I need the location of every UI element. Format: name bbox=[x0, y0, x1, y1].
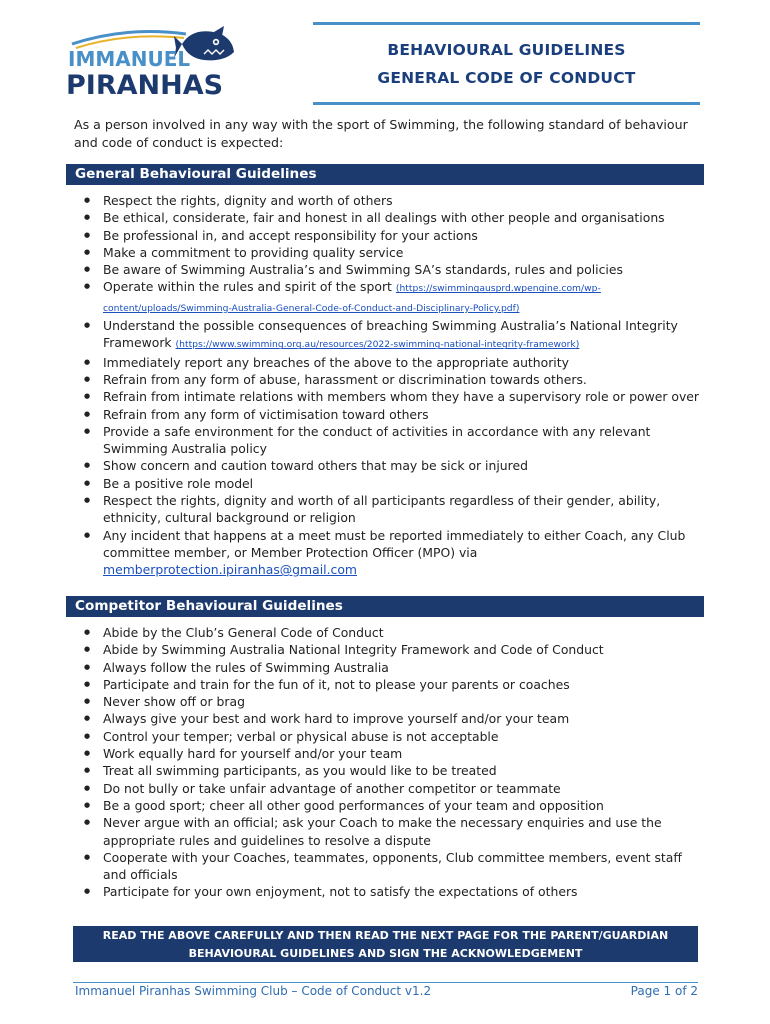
page-title-line2: GENERAL CODE OF CONDUCT bbox=[377, 69, 636, 87]
list-item: ● Treat all swimming participants, as you would like to be treated bbox=[84, 762, 704, 779]
competitor-guidelines-heading: Competitor Behavioural Guidelines bbox=[66, 596, 704, 617]
list-item: ● Refrain from intimate relations with members whom they have a supervisory role or power over bbox=[84, 388, 704, 405]
list-item: ● Cooperate with your Coaches, teammates, opponents, Club committee members, event staff and officials bbox=[84, 849, 704, 884]
list-item: ● Immediately report any breaches of the above to the appropriate authority bbox=[84, 354, 704, 371]
list-item: ● Work equally hard for yourself and/or your team bbox=[84, 745, 704, 762]
page-title-line1: BEHAVIOURAL GUIDELINES bbox=[387, 41, 626, 59]
title-block bbox=[313, 22, 700, 105]
list-item: ● Be ethical, considerate, fair and honest in all dealings with other people and organisations bbox=[84, 209, 704, 226]
title-rule-bottom bbox=[313, 102, 700, 105]
title-rule-top bbox=[313, 22, 700, 25]
list-item: ● Refrain from any form of abuse, harassment or discrimination towards others. bbox=[84, 371, 704, 388]
notice-line2: BEHAVIOURAL GUIDELINES AND SIGN THE ACKNOWLEDGEMENT bbox=[188, 947, 583, 960]
list-item: ● Understand the possible consequences of breaching Swimming Australia’s National Integrity Framework (https://www.swimming.org.au/resources/2022-swimming-national-integrity-framework) bbox=[84, 317, 704, 354]
list-item: ● Be a good sport; cheer all other good performances of your team and opposition bbox=[84, 797, 704, 814]
logo-text-line1: IMMANUEL bbox=[68, 47, 191, 71]
general-guidelines-list bbox=[84, 192, 704, 579]
list-item: ● Participate and train for the fun of it, not to please your parents or coaches bbox=[84, 676, 704, 693]
general-guidelines-heading: General Behavioural Guidelines bbox=[66, 164, 704, 185]
list-item: ● Do not bully or take unfair advantage of another competitor or teammate bbox=[84, 780, 704, 797]
code-of-conduct-link[interactable]: https://swimmingausprd.wpengine.com/wp-content/uploads/Swimming-Australia-General-Code-of-Conduct-and-Disciplinary-Policy.pdf bbox=[103, 283, 601, 314]
piranha-logo-icon bbox=[66, 24, 236, 98]
list-item: ● Any incident that happens at a meet must be reported immediately to either Coach, any Club committee member, or Member Protection Officer (MPO) via memberprotection.ipiranhas@gmail.com bbox=[84, 527, 704, 579]
club-logo bbox=[66, 24, 236, 98]
footer-page-number: Page 1 of 2 bbox=[630, 984, 698, 998]
list-item: ● Never argue with an official; ask your Coach to make the necessary enquiries and use the appropriate rules and guidelines to resolve a dispute bbox=[84, 814, 704, 849]
list-item: ● Respect the rights, dignity and worth of all participants regardless of their gender, ability, ethnicity, cultural background or religion bbox=[84, 492, 704, 527]
list-item: ● Always follow the rules of Swimming Australia bbox=[84, 659, 704, 676]
list-item: ● Never show off or brag bbox=[84, 693, 704, 710]
list-item: ● Be professional in, and accept responsibility for your actions bbox=[84, 227, 704, 244]
list-item: ● Operate within the rules and spirit of the sport (https://swimmingausprd.wpengine.com/wp-content/uploads/Swimming-Australia-General-Code-of-Conduct-and-Disciplinary-Policy.pdf) bbox=[84, 278, 704, 317]
list-item: ● Always give your best and work hard to improve yourself and/or your team bbox=[84, 710, 704, 727]
list-item: ● Abide by Swimming Australia National Integrity Framework and Code of Conduct bbox=[84, 641, 704, 658]
footer-rule bbox=[73, 982, 698, 983]
notice-line1: READ THE ABOVE CAREFULLY AND THEN READ THE NEXT PAGE FOR THE PARENT/GUARDIAN bbox=[102, 929, 669, 942]
logo-text-line2: PIRANHAS bbox=[66, 70, 224, 98]
intro-paragraph: As a person involved in any way with the sport of Swimming, the following standard of behaviour and code of conduct is expected: bbox=[74, 117, 688, 150]
list-item: ● Make a commitment to providing quality service bbox=[84, 244, 704, 261]
list-item: ● Refrain from any form of victimisation toward others bbox=[84, 406, 704, 423]
competitor-guidelines-list bbox=[84, 624, 704, 901]
integrity-framework-link[interactable]: https://www.swimming.org.au/resources/2022-swimming-national-integrity-framework bbox=[179, 339, 576, 351]
footer-document-title: Immanuel Piranhas Swimming Club – Code of Conduct v1.2 bbox=[75, 984, 432, 998]
member-protection-email-link[interactable]: memberprotection.ipiranhas@gmail.com bbox=[103, 562, 357, 578]
list-item: ● Respect the rights, dignity and worth of others bbox=[84, 192, 704, 209]
read-carefully-notice bbox=[73, 926, 698, 962]
list-item: ● Be a positive role model bbox=[84, 475, 704, 492]
list-item: ● Be aware of Swimming Australia’s and Swimming SA’s standards, rules and policies bbox=[84, 261, 704, 278]
list-item: ● Abide by the Club’s General Code of Conduct bbox=[84, 624, 704, 641]
list-item: ● Show concern and caution toward others that may be sick or injured bbox=[84, 457, 704, 474]
list-item: ● Provide a safe environment for the conduct of activities in accordance with any relevant Swimming Australia policy bbox=[84, 423, 704, 458]
list-item: ● Participate for your own enjoyment, not to satisfy the expectations of others bbox=[84, 883, 704, 900]
list-item: ● Control your temper; verbal or physical abuse is not acceptable bbox=[84, 728, 704, 745]
